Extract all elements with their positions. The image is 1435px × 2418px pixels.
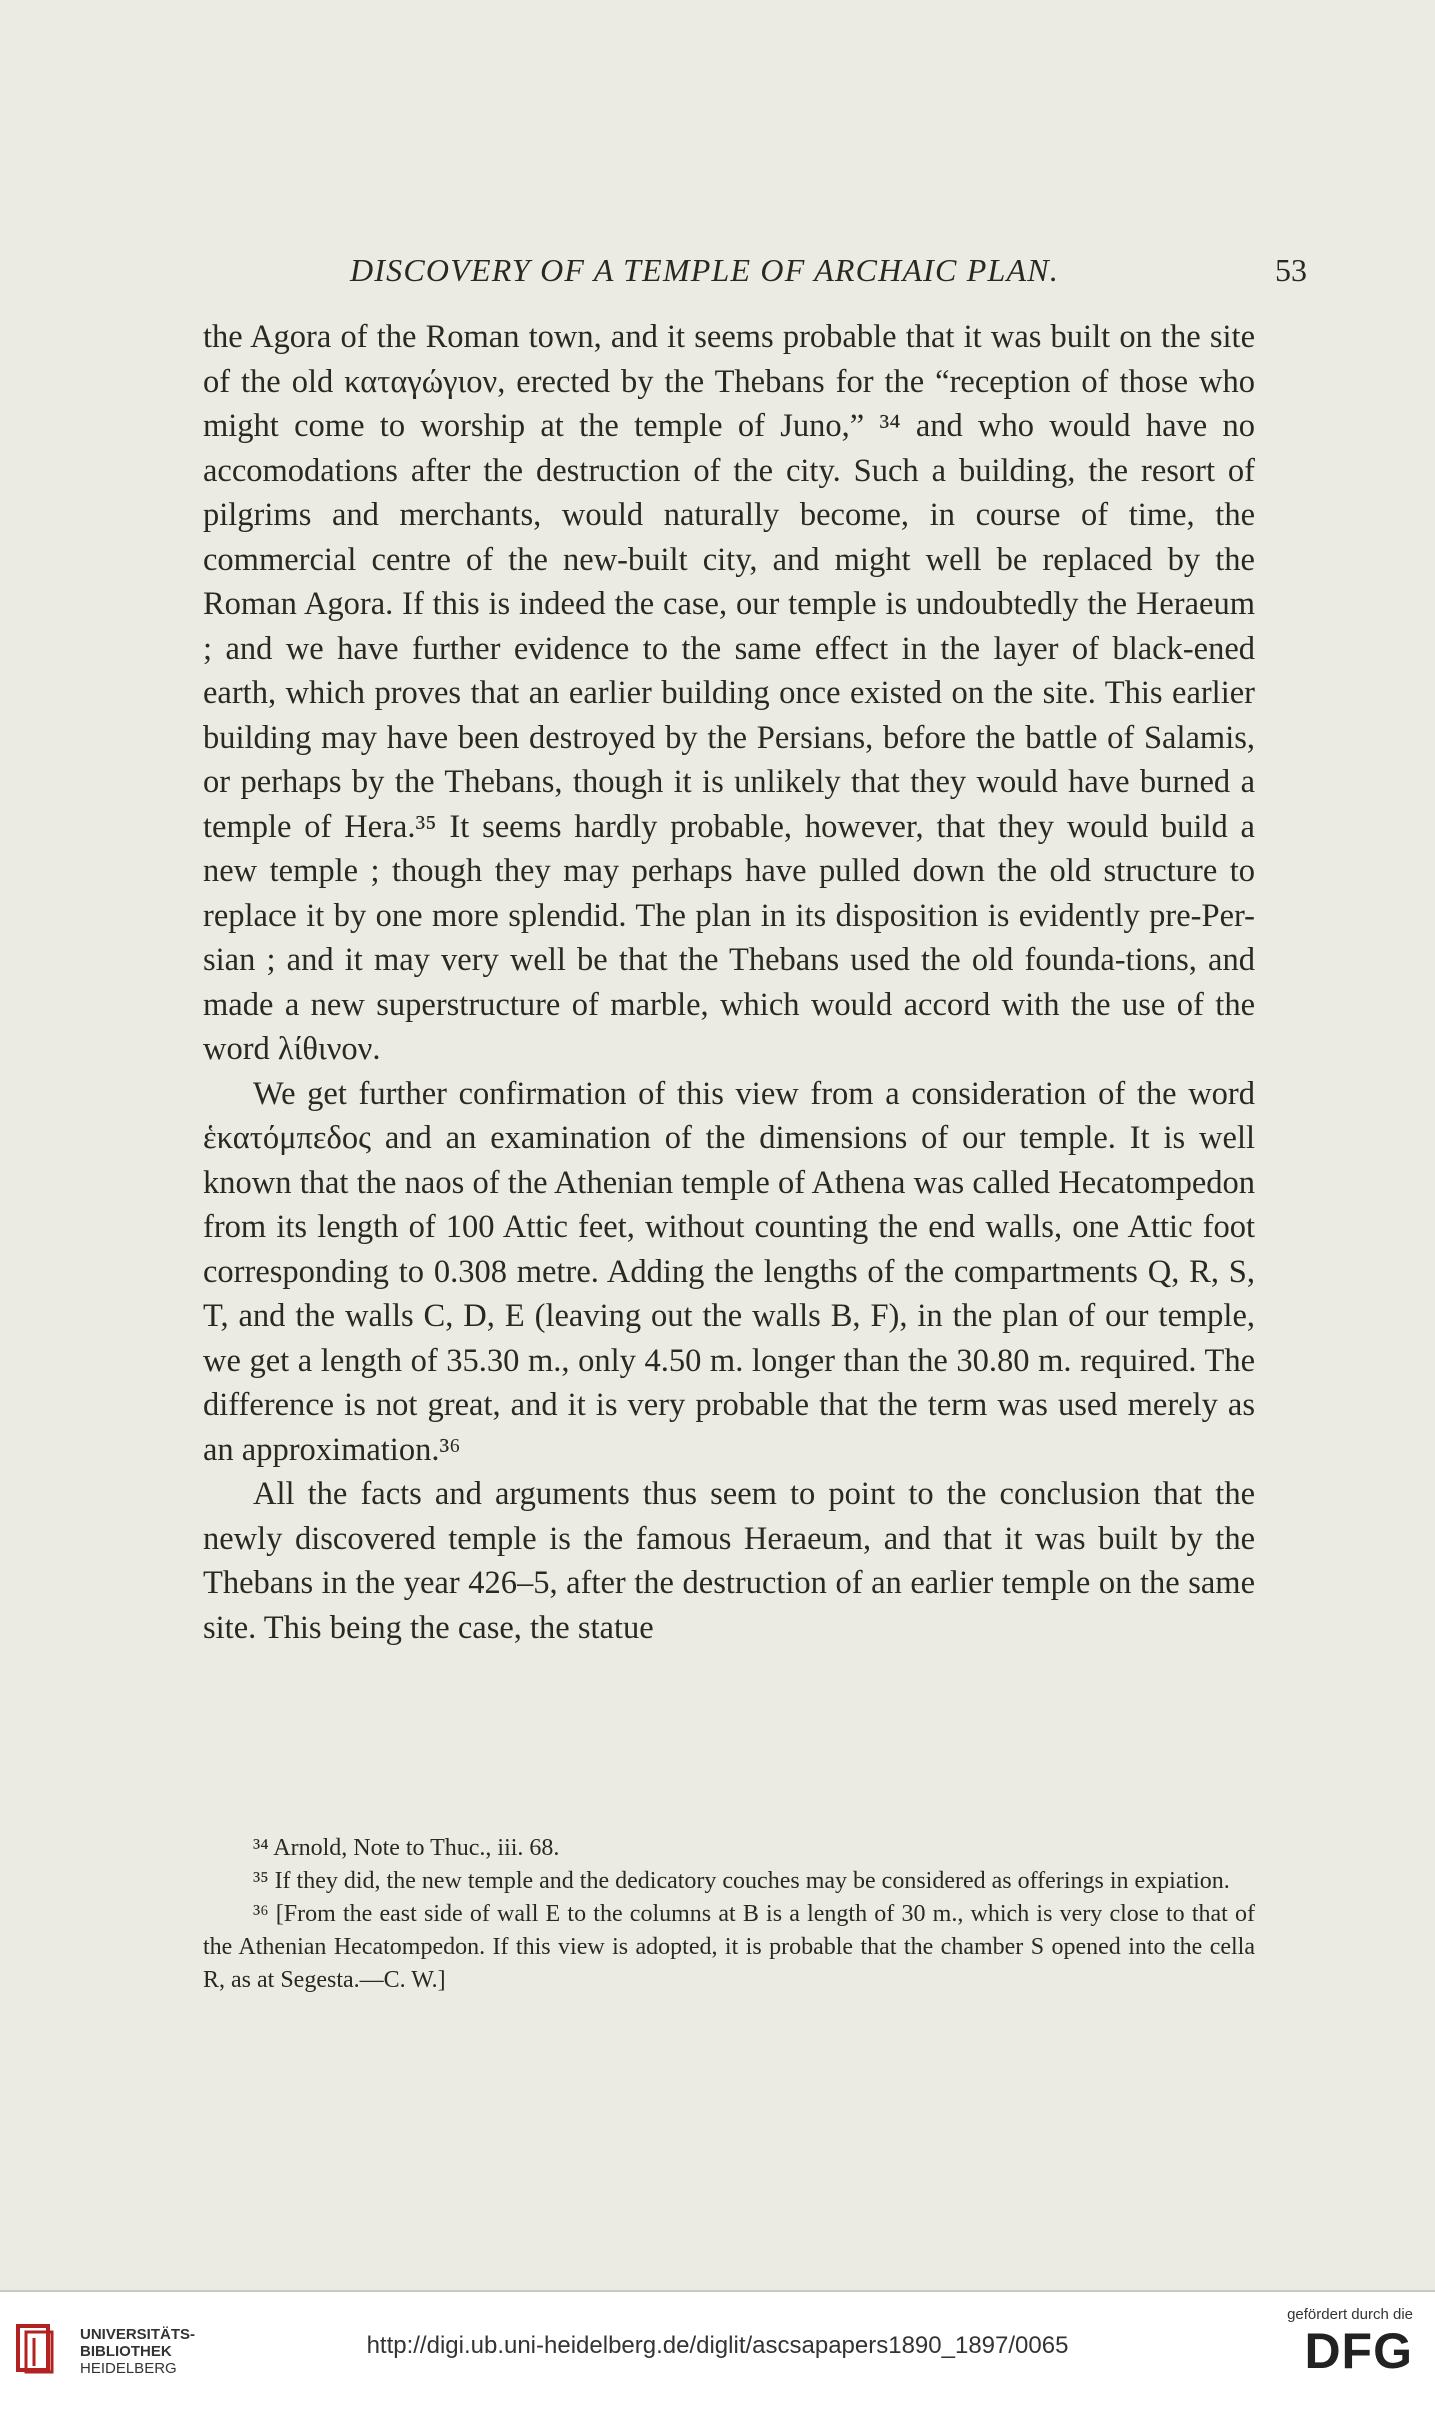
footnote-34: ³⁴ Arnold, Note to Thuc., iii. 68. bbox=[253, 1835, 560, 1861]
page-number: 53 bbox=[1275, 252, 1307, 288]
permalink-url[interactable]: http://digi.ub.uni-heidelberg.de/diglit/ascsapapers1890_1897/0065 bbox=[366, 2332, 1069, 2359]
paragraph-1: the Agora of the Roman town, and it seems probable that it was built on the site of the old καταγώγιον, erected by the Thebans for the “reception of those who might come to worship at the temple of Juno,” ³⁴ and who would have no accomodations after the destruction of the city. Such a building, the resort of pilgrims and merchants, would naturally become, in course of time, the commercial centre of the new-built city, and might well be replaced by the Roman Agora. If this is indeed the case, our temple is undoubtedly the Heraeum ; and we have further evidence to the same effect in the layer of black-ened earth, which proves that an earlier building once existed on the site. This earlier building may have been destroyed by the Persians, before the battle of Salamis, or perhaps by the Thebans, though it is unlikely that they would have burned a temple of Hera.³⁵ It seems hardly probable, however, that they would build a new temple ; though they may perhaps have pulled down the old structure to replace it by one more splendid. The plan in its disposition is evidently pre-Per-sian ; and it may very well be that the Thebans used the old founda-tions, and made a new superstructure of marble, which would accord with the use of the word λίθινον. bbox=[203, 319, 1255, 1067]
footnotes bbox=[203, 1832, 1255, 1997]
library-line-1: UNIVERSITÄTS- bbox=[80, 2326, 196, 2343]
footnote-35: ³⁵ If they did, the new temple and the dedicatory couches may be considered as offerings in expiation. bbox=[253, 1868, 1230, 1894]
funder-credit[interactable] bbox=[1287, 2306, 1413, 2379]
paragraph-3: All the facts and arguments thus seem to point to the conclusion that the newly discovered temple is the famous Heraeum, and that it was built by the Thebans in the year 426–5, after the destruction of an earlier temple on the same site. This being the case, the statue bbox=[203, 1476, 1255, 1646]
footnote-36: ³⁶ [From the east side of wall E to the columns at B is a length of 30 m., which is very close to that of the Athenian Hecatompedon. If this view is adopted, it is probable that the chamber S opened into the cella R, as at Segesta.—C. W.] bbox=[203, 1901, 1255, 1993]
paragraph-2: We get further confirmation of this view from a consideration of the word ἑκατόμπεδος and an examination of the dimensions of our temple. It is well known that the naos of the Athenian temple of Athena was called Hecatompedon from its length of 100 Attic feet, without counting the end walls, one Attic foot corresponding to 0.308 metre. Adding the lengths of the compartments Q, R, S, T, and the walls C, D, E (leaving out the walls B, F), in the plan of our temple, we get a length of 35.30 m., only 4.50 m. longer than the 30.80 m. required. The difference is not great, and it is very probable that the term was used merely as an approximation.³⁶ bbox=[203, 1075, 1255, 1468]
running-title: DISCOVERY OF A TEMPLE OF ARCHAIC PLAN. bbox=[350, 252, 1060, 288]
dfg-logo: DFG bbox=[1304, 2323, 1413, 2379]
running-header bbox=[350, 252, 1307, 289]
body-text bbox=[203, 315, 1255, 1650]
library-line-2: BIBLIOTHEK bbox=[80, 2343, 172, 2360]
library-line-3: HEIDELBERG bbox=[80, 2360, 177, 2377]
viewer-footer bbox=[0, 2290, 1435, 2418]
funder-label: gefördert durch die bbox=[1287, 2306, 1413, 2323]
